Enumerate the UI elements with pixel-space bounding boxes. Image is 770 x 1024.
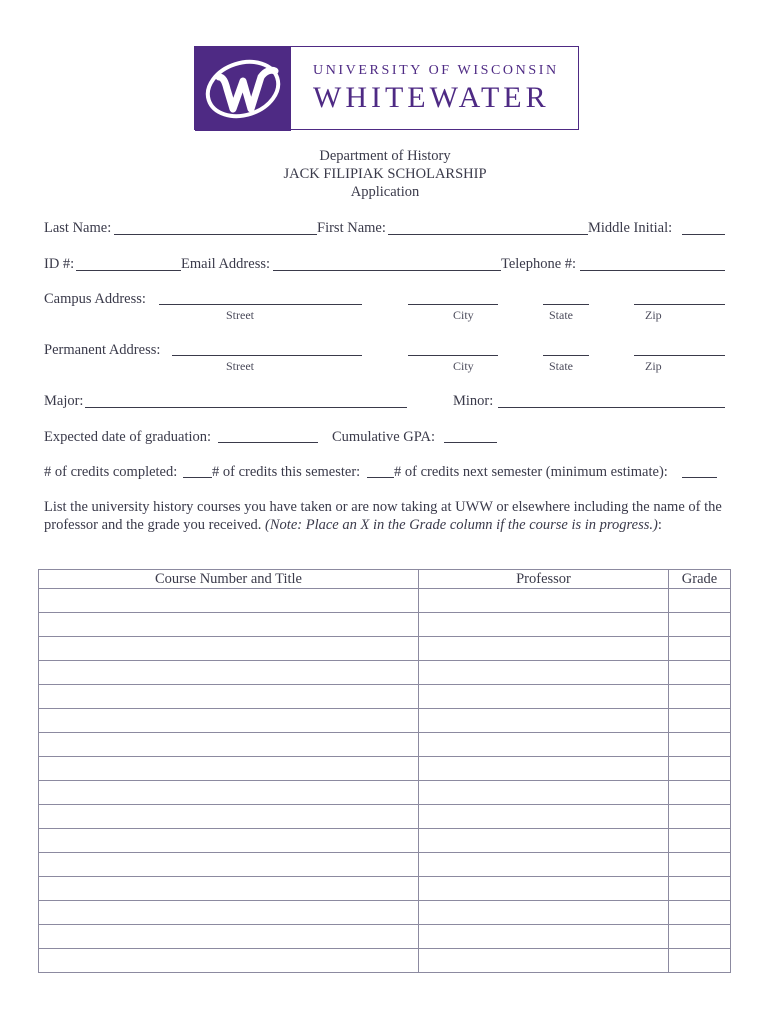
campus-zip-field[interactable] <box>634 304 725 305</box>
course-cell[interactable] <box>39 901 419 925</box>
email-field[interactable] <box>273 270 501 271</box>
grade-cell[interactable] <box>669 709 731 733</box>
course-cell[interactable] <box>39 685 419 709</box>
grade-cell[interactable] <box>669 733 731 757</box>
last-name-label: Last Name: <box>44 220 112 236</box>
permanent-street-caption: Street <box>226 359 254 373</box>
professor-cell[interactable] <box>419 733 669 757</box>
minor-label: Minor: <box>453 393 494 409</box>
table-row <box>39 661 731 685</box>
first-name-label: First Name: <box>317 220 386 236</box>
permanent-city-caption: City <box>453 359 474 373</box>
table-row <box>39 877 731 901</box>
instructions-text: List the university history courses you have taken or are now taking at UWW or elsewhere including the name of the professor and the grade you received. <box>44 499 722 533</box>
table-row <box>39 853 731 877</box>
professor-cell[interactable] <box>419 589 669 613</box>
course-cell[interactable] <box>39 781 419 805</box>
campus-address-label: Campus Address: <box>44 291 146 307</box>
credits-this-semester-field[interactable] <box>367 477 394 478</box>
email-label: Email Address: <box>181 256 271 272</box>
table-row <box>39 901 731 925</box>
logo-campus-line: WHITEWATER <box>313 81 550 114</box>
credits-completed-field[interactable] <box>183 477 212 478</box>
major-label: Major: <box>44 393 84 409</box>
professor-cell[interactable] <box>419 685 669 709</box>
professor-cell[interactable] <box>419 877 669 901</box>
gpa-field[interactable] <box>444 442 497 443</box>
campus-state-field[interactable] <box>543 304 589 305</box>
campus-state-caption: State <box>549 308 573 322</box>
course-cell[interactable] <box>39 949 419 973</box>
middle-initial-field[interactable] <box>682 234 725 235</box>
telephone-label: Telephone #: <box>501 256 577 272</box>
grade-cell[interactable] <box>669 805 731 829</box>
department-heading: Department of History <box>319 148 451 164</box>
credits-completed-label: # of credits completed: <box>44 464 178 480</box>
grade-cell[interactable] <box>669 781 731 805</box>
credits-next-semester-field[interactable] <box>682 477 717 478</box>
permanent-zip-caption: Zip <box>645 359 662 373</box>
professor-cell[interactable] <box>419 637 669 661</box>
grade-cell[interactable] <box>669 589 731 613</box>
first-name-field[interactable] <box>388 234 588 235</box>
course-cell[interactable] <box>39 637 419 661</box>
graduation-field[interactable] <box>218 442 318 443</box>
table-row <box>39 733 731 757</box>
course-cell[interactable] <box>39 709 419 733</box>
instructions-note: (Note: Place an X in the Grade column if the course is in progress.) <box>265 517 658 533</box>
grade-cell[interactable] <box>669 829 731 853</box>
grade-cell[interactable] <box>669 613 731 637</box>
professor-cell[interactable] <box>419 613 669 637</box>
w-logo-mark-icon <box>195 47 291 131</box>
column-header-grade: Grade <box>669 570 731 589</box>
id-label: ID #: <box>44 256 75 272</box>
course-cell[interactable] <box>39 805 419 829</box>
professor-cell[interactable] <box>419 781 669 805</box>
table-row <box>39 829 731 853</box>
grade-cell[interactable] <box>669 757 731 781</box>
grade-cell[interactable] <box>669 949 731 973</box>
credits-this-semester-label: # of credits this semester: <box>212 464 361 480</box>
permanent-state-caption: State <box>549 359 573 373</box>
permanent-address-label: Permanent Address: <box>44 342 161 358</box>
major-field[interactable] <box>85 407 407 408</box>
column-header-professor: Professor <box>419 570 669 589</box>
professor-cell[interactable] <box>419 829 669 853</box>
course-cell[interactable] <box>39 733 419 757</box>
table-row <box>39 613 731 637</box>
middle-initial-label: Middle Initial: <box>588 220 673 236</box>
professor-cell[interactable] <box>419 853 669 877</box>
grade-cell[interactable] <box>669 901 731 925</box>
permanent-street-field[interactable] <box>172 355 362 356</box>
grade-cell[interactable] <box>669 637 731 661</box>
professor-cell[interactable] <box>419 901 669 925</box>
minor-field[interactable] <box>498 407 725 408</box>
campus-zip-caption: Zip <box>645 308 662 322</box>
form-title: JACK FILIPIAK SCHOLARSHIP <box>283 166 487 182</box>
table-row <box>39 949 731 973</box>
grade-cell[interactable] <box>669 661 731 685</box>
logo-university-line: UNIVERSITY OF WISCONSIN <box>313 63 559 78</box>
table-row <box>39 589 731 613</box>
course-cell[interactable] <box>39 757 419 781</box>
gpa-label: Cumulative GPA: <box>332 429 435 445</box>
professor-cell[interactable] <box>419 949 669 973</box>
professor-cell[interactable] <box>419 757 669 781</box>
course-cell[interactable] <box>39 853 419 877</box>
permanent-zip-field[interactable] <box>634 355 725 356</box>
table-row <box>39 781 731 805</box>
course-cell[interactable] <box>39 613 419 637</box>
form-subtitle: Application <box>350 184 420 200</box>
course-cell[interactable] <box>39 589 419 613</box>
table-row <box>39 757 731 781</box>
course-cell[interactable] <box>39 925 419 949</box>
id-field[interactable] <box>76 270 181 271</box>
column-header-course: Course Number and Title <box>39 570 419 589</box>
grade-cell[interactable] <box>669 877 731 901</box>
course-cell[interactable] <box>39 877 419 901</box>
instructions-paragraph <box>44 498 730 534</box>
campus-city-caption: City <box>453 308 474 322</box>
course-cell[interactable] <box>39 661 419 685</box>
course-table-body <box>39 589 731 973</box>
table-row <box>39 637 731 661</box>
last-name-field[interactable] <box>114 234 317 235</box>
table-row <box>39 925 731 949</box>
grade-cell[interactable] <box>669 925 731 949</box>
table-row <box>39 805 731 829</box>
campus-city-field[interactable] <box>408 304 498 305</box>
graduation-label: Expected date of graduation: <box>44 429 212 445</box>
course-table <box>38 569 731 973</box>
credits-next-semester-label: # of credits next semester (minimum estimate): <box>394 464 668 480</box>
course-cell[interactable] <box>39 829 419 853</box>
table-row <box>39 685 731 709</box>
table-header-row <box>39 570 731 589</box>
professor-cell[interactable] <box>419 709 669 733</box>
professor-cell[interactable] <box>419 661 669 685</box>
grade-cell[interactable] <box>669 853 731 877</box>
table-row <box>39 709 731 733</box>
instructions-colon: : <box>657 517 662 533</box>
professor-cell[interactable] <box>419 805 669 829</box>
university-logo <box>194 46 579 130</box>
telephone-field[interactable] <box>580 270 725 271</box>
campus-street-field[interactable] <box>159 304 362 305</box>
permanent-state-field[interactable] <box>543 355 589 356</box>
grade-cell[interactable] <box>669 685 731 709</box>
permanent-city-field[interactable] <box>408 355 498 356</box>
campus-street-caption: Street <box>226 308 254 322</box>
professor-cell[interactable] <box>419 925 669 949</box>
